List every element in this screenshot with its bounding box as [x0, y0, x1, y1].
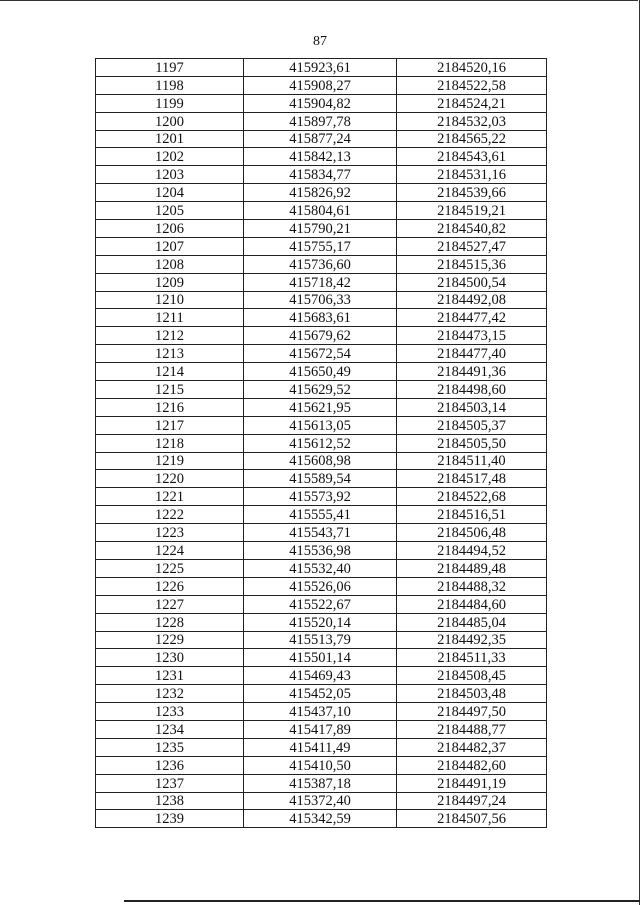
point-number-cell: 1201 — [96, 130, 244, 148]
x-coordinate-cell: 415526,06 — [244, 577, 397, 595]
table-row — [96, 148, 547, 166]
table-row — [96, 381, 547, 399]
point-number-cell: 1224 — [96, 542, 244, 560]
footer-rule — [124, 900, 640, 902]
y-coordinate-cell: 2184503,48 — [397, 685, 547, 703]
table-row — [96, 542, 547, 560]
x-coordinate-cell: 415501,14 — [244, 649, 397, 667]
y-coordinate-cell: 2184505,50 — [397, 434, 547, 452]
y-coordinate-cell: 2184506,48 — [397, 524, 547, 542]
y-coordinate-cell: 2184488,32 — [397, 577, 547, 595]
y-coordinate-cell: 2184484,60 — [397, 595, 547, 613]
point-number-cell: 1198 — [96, 76, 244, 94]
y-coordinate-cell: 2184482,60 — [397, 756, 547, 774]
table-row — [96, 255, 547, 273]
point-number-cell: 1219 — [96, 452, 244, 470]
point-number-cell: 1230 — [96, 649, 244, 667]
x-coordinate-cell: 415387,18 — [244, 774, 397, 792]
table-row — [96, 184, 547, 202]
table-row — [96, 470, 547, 488]
point-number-cell: 1197 — [96, 59, 244, 77]
x-coordinate-cell: 415718,42 — [244, 273, 397, 291]
point-number-cell: 1200 — [96, 112, 244, 130]
point-number-cell: 1206 — [96, 220, 244, 238]
x-coordinate-cell: 415706,33 — [244, 291, 397, 309]
table-row — [96, 59, 547, 77]
table-row — [96, 398, 547, 416]
y-coordinate-cell: 2184492,35 — [397, 631, 547, 649]
y-coordinate-cell: 2184507,56 — [397, 810, 547, 828]
table-row — [96, 273, 547, 291]
table-row — [96, 792, 547, 810]
y-coordinate-cell: 2184491,19 — [397, 774, 547, 792]
table-row — [96, 488, 547, 506]
point-number-cell: 1203 — [96, 166, 244, 184]
y-coordinate-cell: 2184508,45 — [397, 667, 547, 685]
point-number-cell: 1217 — [96, 416, 244, 434]
y-coordinate-cell: 2184511,40 — [397, 452, 547, 470]
point-number-cell: 1205 — [96, 202, 244, 220]
table-row — [96, 452, 547, 470]
y-coordinate-cell: 2184477,40 — [397, 345, 547, 363]
point-number-cell: 1214 — [96, 363, 244, 381]
x-coordinate-cell: 415790,21 — [244, 220, 397, 238]
point-number-cell: 1226 — [96, 577, 244, 595]
y-coordinate-cell: 2184539,66 — [397, 184, 547, 202]
x-coordinate-cell: 415683,61 — [244, 309, 397, 327]
point-number-cell: 1227 — [96, 595, 244, 613]
point-number-cell: 1235 — [96, 738, 244, 756]
x-coordinate-cell: 415904,82 — [244, 94, 397, 112]
table-row — [96, 416, 547, 434]
x-coordinate-cell: 415923,61 — [244, 59, 397, 77]
point-number-cell: 1199 — [96, 94, 244, 112]
table-row — [96, 720, 547, 738]
x-coordinate-cell: 415536,98 — [244, 542, 397, 560]
page-edge-top — [0, 0, 638, 1]
table-row — [96, 524, 547, 542]
table-row — [96, 237, 547, 255]
y-coordinate-cell: 2184497,50 — [397, 703, 547, 721]
x-coordinate-cell: 415372,40 — [244, 792, 397, 810]
table-row — [96, 291, 547, 309]
x-coordinate-cell: 415621,95 — [244, 398, 397, 416]
table-row — [96, 220, 547, 238]
table-row — [96, 685, 547, 703]
point-number-cell: 1215 — [96, 381, 244, 399]
table-row — [96, 166, 547, 184]
x-coordinate-cell: 415736,60 — [244, 255, 397, 273]
y-coordinate-cell: 2184522,58 — [397, 76, 547, 94]
x-coordinate-cell: 415908,27 — [244, 76, 397, 94]
y-coordinate-cell: 2184522,68 — [397, 488, 547, 506]
point-number-cell: 1237 — [96, 774, 244, 792]
table-row — [96, 130, 547, 148]
x-coordinate-cell: 415650,49 — [244, 363, 397, 381]
x-coordinate-cell: 415555,41 — [244, 506, 397, 524]
point-number-cell: 1222 — [96, 506, 244, 524]
point-number-cell: 1229 — [96, 631, 244, 649]
point-number-cell: 1209 — [96, 273, 244, 291]
y-coordinate-cell: 2184565,22 — [397, 130, 547, 148]
point-number-cell: 1213 — [96, 345, 244, 363]
x-coordinate-cell: 415417,89 — [244, 720, 397, 738]
x-coordinate-cell: 415877,24 — [244, 130, 397, 148]
table-row — [96, 703, 547, 721]
point-number-cell: 1204 — [96, 184, 244, 202]
point-number-cell: 1216 — [96, 398, 244, 416]
point-number-cell: 1223 — [96, 524, 244, 542]
table-row — [96, 309, 547, 327]
point-number-cell: 1232 — [96, 685, 244, 703]
y-coordinate-cell: 2184532,03 — [397, 112, 547, 130]
x-coordinate-cell: 415522,67 — [244, 595, 397, 613]
point-number-cell: 1211 — [96, 309, 244, 327]
x-coordinate-cell: 415532,40 — [244, 559, 397, 577]
y-coordinate-cell: 2184520,16 — [397, 59, 547, 77]
table-row — [96, 94, 547, 112]
table-row — [96, 738, 547, 756]
y-coordinate-cell: 2184519,21 — [397, 202, 547, 220]
table-row — [96, 76, 547, 94]
y-coordinate-cell: 2184516,51 — [397, 506, 547, 524]
x-coordinate-cell: 415410,50 — [244, 756, 397, 774]
x-coordinate-cell: 415437,10 — [244, 703, 397, 721]
x-coordinate-cell: 415672,54 — [244, 345, 397, 363]
y-coordinate-cell: 2184503,14 — [397, 398, 547, 416]
table-row — [96, 774, 547, 792]
x-coordinate-cell: 415520,14 — [244, 613, 397, 631]
y-coordinate-cell: 2184498,60 — [397, 381, 547, 399]
table-row — [96, 327, 547, 345]
table-row — [96, 345, 547, 363]
y-coordinate-cell: 2184511,33 — [397, 649, 547, 667]
x-coordinate-cell: 415589,54 — [244, 470, 397, 488]
point-number-cell: 1221 — [96, 488, 244, 506]
y-coordinate-cell: 2184527,47 — [397, 237, 547, 255]
point-number-cell: 1225 — [96, 559, 244, 577]
x-coordinate-cell: 415543,71 — [244, 524, 397, 542]
table-row — [96, 631, 547, 649]
point-number-cell: 1238 — [96, 792, 244, 810]
x-coordinate-cell: 415342,59 — [244, 810, 397, 828]
y-coordinate-cell: 2184491,36 — [397, 363, 547, 381]
y-coordinate-cell: 2184500,54 — [397, 273, 547, 291]
table-row — [96, 649, 547, 667]
y-coordinate-cell: 2184492,08 — [397, 291, 547, 309]
y-coordinate-cell: 2184517,48 — [397, 470, 547, 488]
table-row — [96, 559, 547, 577]
y-coordinate-cell: 2184489,48 — [397, 559, 547, 577]
y-coordinate-cell: 2184494,52 — [397, 542, 547, 560]
x-coordinate-cell: 415612,52 — [244, 434, 397, 452]
y-coordinate-cell: 2184477,42 — [397, 309, 547, 327]
x-coordinate-cell: 415411,49 — [244, 738, 397, 756]
y-coordinate-cell: 2184515,36 — [397, 255, 547, 273]
point-number-cell: 1218 — [96, 434, 244, 452]
point-number-cell: 1234 — [96, 720, 244, 738]
point-number-cell: 1212 — [96, 327, 244, 345]
x-coordinate-cell: 415897,78 — [244, 112, 397, 130]
point-number-cell: 1210 — [96, 291, 244, 309]
coordinates-table-body — [96, 59, 547, 828]
point-number-cell: 1231 — [96, 667, 244, 685]
y-coordinate-cell: 2184488,77 — [397, 720, 547, 738]
point-number-cell: 1236 — [96, 756, 244, 774]
y-coordinate-cell: 2184543,61 — [397, 148, 547, 166]
y-coordinate-cell: 2184505,37 — [397, 416, 547, 434]
x-coordinate-cell: 415452,05 — [244, 685, 397, 703]
page-number: 87 — [313, 34, 327, 49]
table-row — [96, 667, 547, 685]
y-coordinate-cell: 2184473,15 — [397, 327, 547, 345]
y-coordinate-cell: 2184497,24 — [397, 792, 547, 810]
x-coordinate-cell: 415755,17 — [244, 237, 397, 255]
x-coordinate-cell: 415629,52 — [244, 381, 397, 399]
point-number-cell: 1207 — [96, 237, 244, 255]
x-coordinate-cell: 415804,61 — [244, 202, 397, 220]
y-coordinate-cell: 2184482,37 — [397, 738, 547, 756]
x-coordinate-cell: 415608,98 — [244, 452, 397, 470]
table-row — [96, 613, 547, 631]
x-coordinate-cell: 415679,62 — [244, 327, 397, 345]
x-coordinate-cell: 415613,05 — [244, 416, 397, 434]
point-number-cell: 1233 — [96, 703, 244, 721]
table-row — [96, 577, 547, 595]
point-number-cell: 1220 — [96, 470, 244, 488]
coordinates-table — [95, 58, 547, 828]
table-row — [96, 756, 547, 774]
x-coordinate-cell: 415834,77 — [244, 166, 397, 184]
y-coordinate-cell: 2184540,82 — [397, 220, 547, 238]
point-number-cell: 1202 — [96, 148, 244, 166]
x-coordinate-cell: 415513,79 — [244, 631, 397, 649]
x-coordinate-cell: 415826,92 — [244, 184, 397, 202]
table-row — [96, 595, 547, 613]
y-coordinate-cell: 2184531,16 — [397, 166, 547, 184]
table-row — [96, 112, 547, 130]
point-number-cell: 1228 — [96, 613, 244, 631]
table-row — [96, 202, 547, 220]
x-coordinate-cell: 415842,13 — [244, 148, 397, 166]
table-row — [96, 434, 547, 452]
y-coordinate-cell: 2184485,04 — [397, 613, 547, 631]
table-row — [96, 810, 547, 828]
x-coordinate-cell: 415573,92 — [244, 488, 397, 506]
point-number-cell: 1208 — [96, 255, 244, 273]
x-coordinate-cell: 415469,43 — [244, 667, 397, 685]
point-number-cell: 1239 — [96, 810, 244, 828]
y-coordinate-cell: 2184524,21 — [397, 94, 547, 112]
table-row — [96, 506, 547, 524]
table-row — [96, 363, 547, 381]
